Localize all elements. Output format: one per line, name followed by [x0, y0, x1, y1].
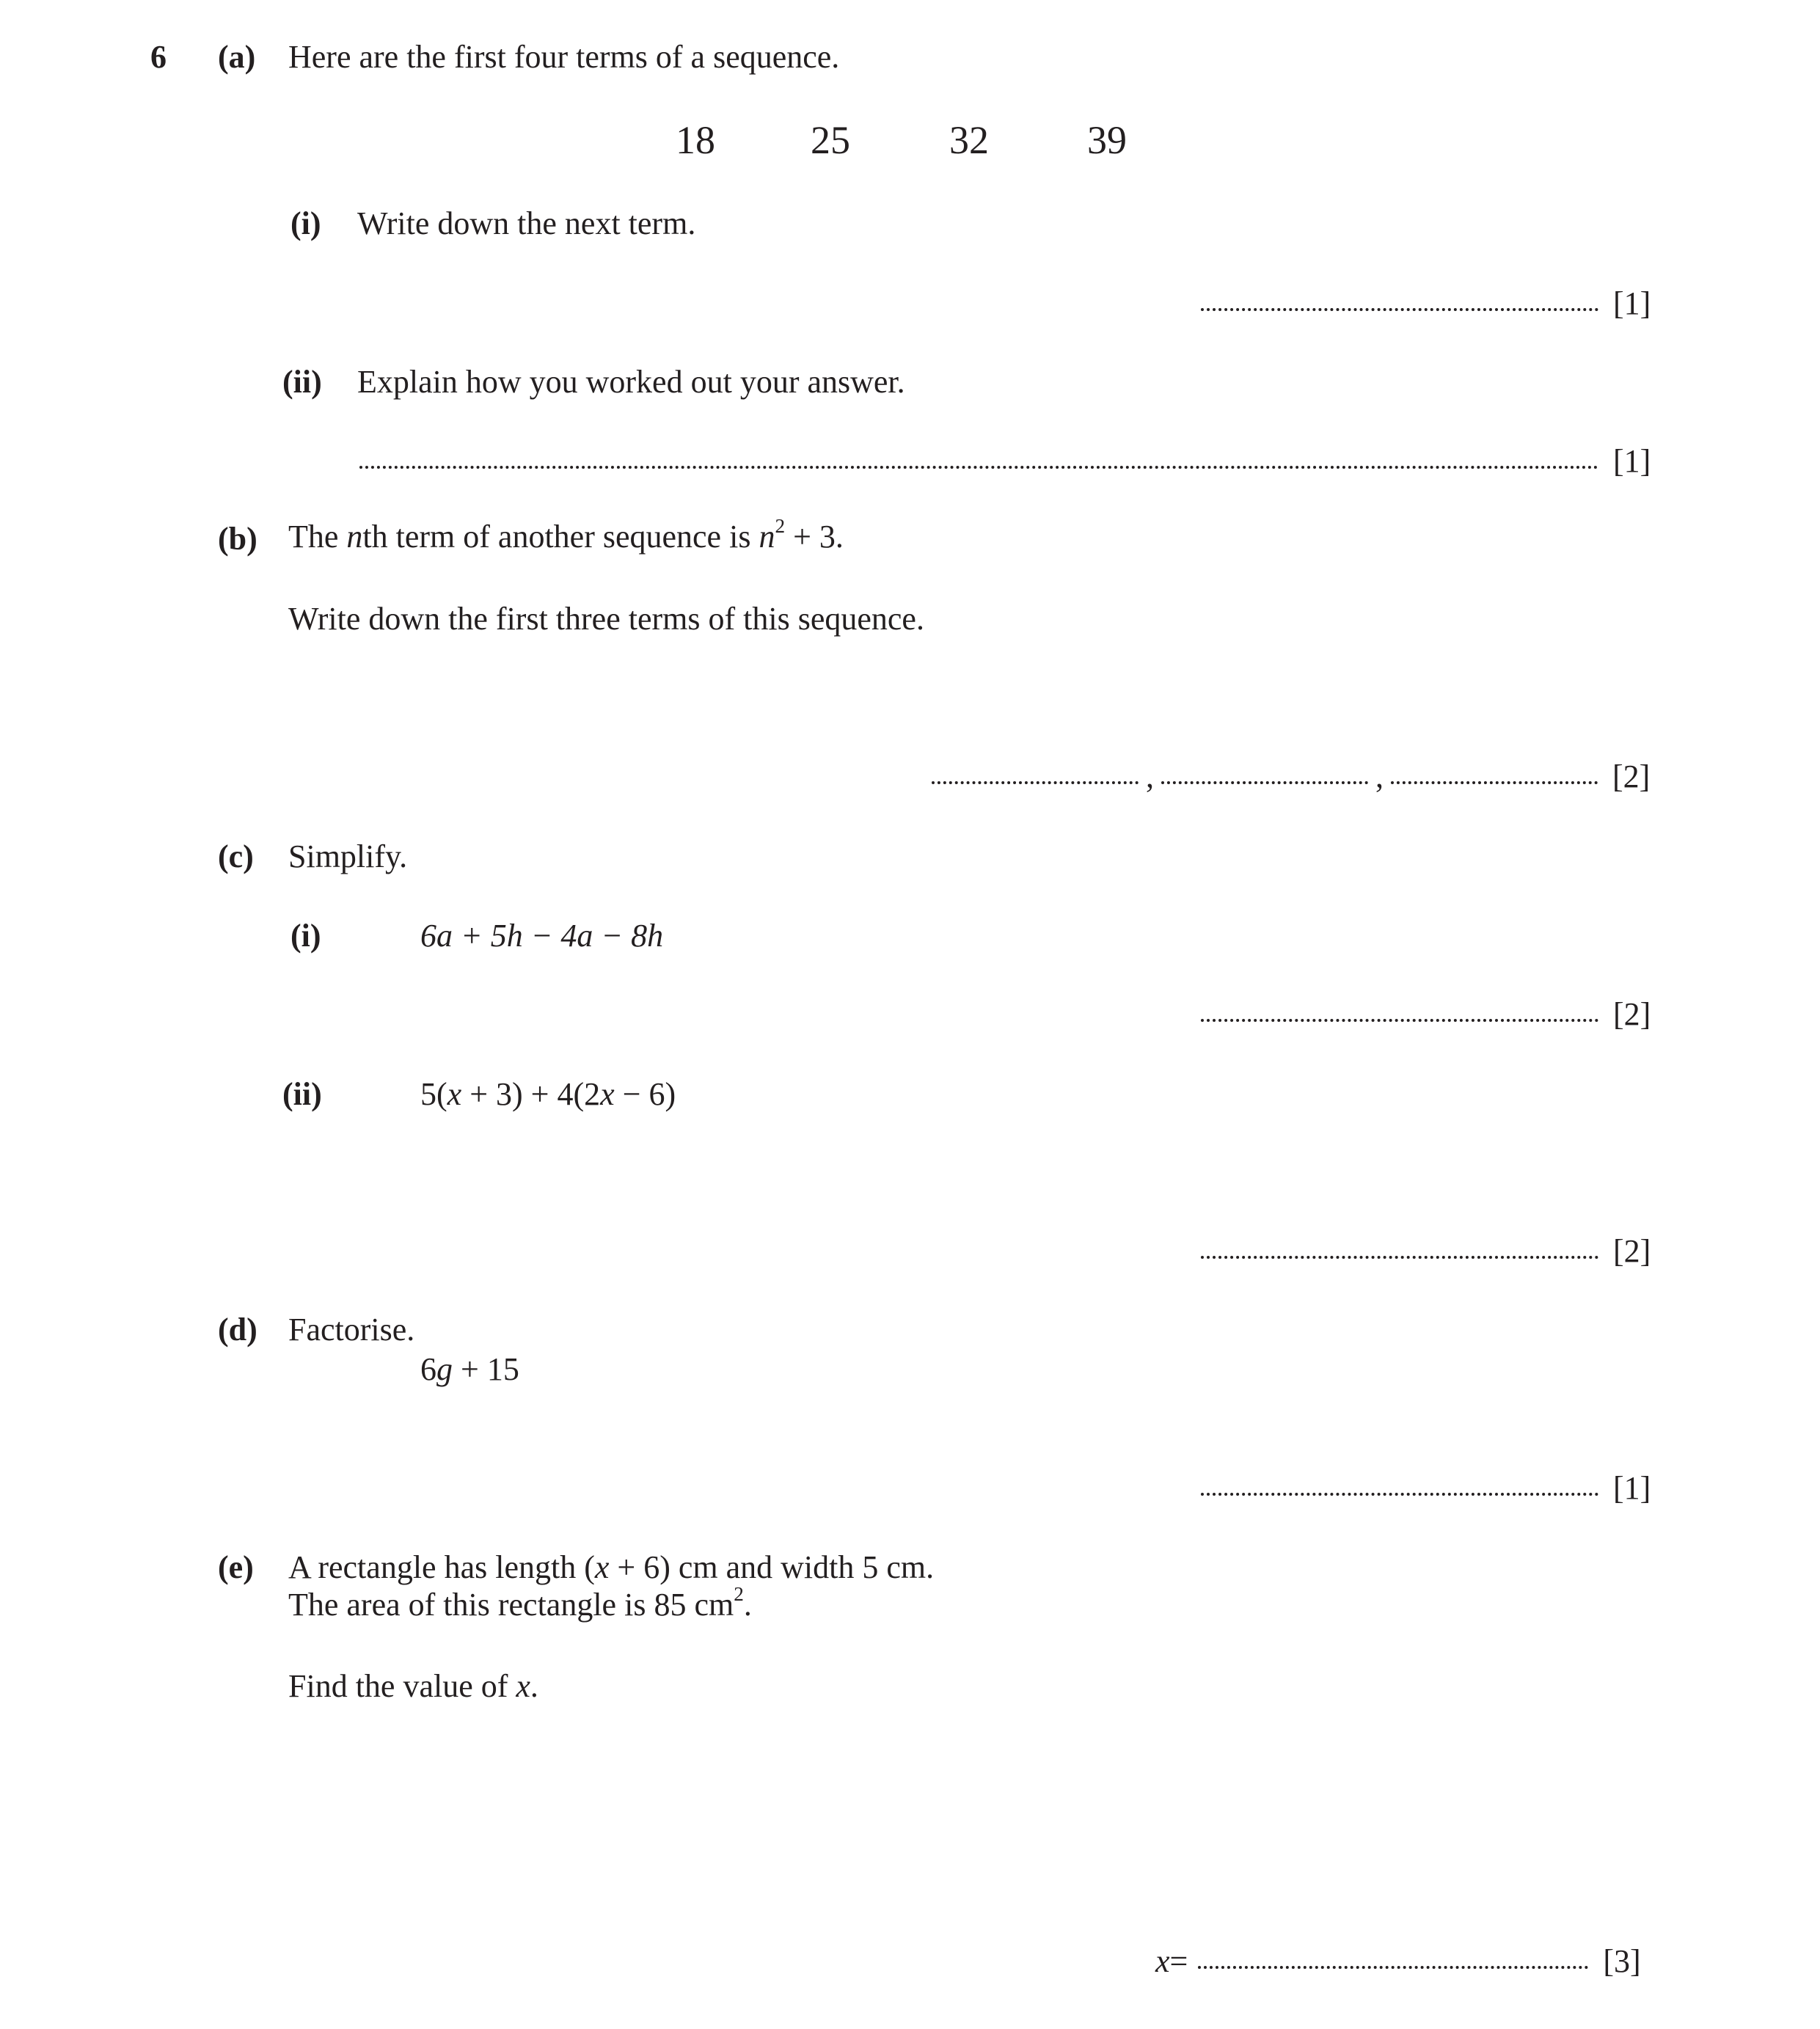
marks-e: [3]: [1603, 1943, 1641, 1979]
part-d-expression: 6g + 15: [420, 1351, 519, 1387]
marks-b: [2]: [1612, 758, 1651, 794]
part-c-i-expression: 6a + 5h − 4a − 8h: [420, 918, 664, 954]
answer-variable-x: x: [1155, 1943, 1170, 1979]
answer-dots[interactable]: [1201, 1493, 1598, 1496]
part-c-label: (c): [218, 838, 254, 874]
answer-line-a-i[interactable]: [1201, 285, 1651, 321]
part-c-ii-label: (ii): [282, 1076, 322, 1112]
part-a-label: (a): [218, 39, 256, 75]
answer-line-c-ii[interactable]: [1201, 1235, 1651, 1268]
variable-n: n: [346, 519, 363, 555]
text-segment: .: [530, 1668, 538, 1704]
part-d-text: Factorise.: [288, 1312, 415, 1348]
variable-x: x: [516, 1668, 530, 1704]
part-b-instruction: Write down the first three terms of this sequence.: [288, 601, 924, 637]
marks-c-i: [2]: [1613, 996, 1651, 1032]
sequence-term-1: 18: [676, 118, 715, 162]
answer-dots-2[interactable]: [1161, 781, 1368, 784]
answer-dots-3[interactable]: [1391, 781, 1598, 784]
text-segment: + 3.: [785, 519, 844, 555]
text-segment: The: [288, 519, 347, 555]
answer-line-e[interactable]: [1155, 1945, 1641, 1978]
answer-line-a-ii[interactable]: [359, 445, 1651, 478]
text-segment: The area of this rectangle is 85 cm: [288, 1587, 734, 1623]
variable-n: n: [759, 519, 775, 555]
comma-separator: ,: [1146, 758, 1154, 794]
answer-dots-1[interactable]: [932, 781, 1139, 784]
answer-line-b[interactable]: [932, 758, 1651, 794]
part-c-text: Simplify.: [288, 838, 408, 874]
part-e-label: (e): [218, 1549, 254, 1585]
answer-dots[interactable]: [1198, 1966, 1588, 1969]
sequence-term-3: 32: [949, 118, 989, 162]
answer-line-c-i[interactable]: [1201, 998, 1651, 1031]
sequence-term-2: 25: [811, 118, 850, 162]
part-a-i-text: Write down the next term.: [357, 205, 696, 241]
part-a-ii-text: Explain how you worked out your answer.: [357, 364, 905, 400]
marks-c-ii: [2]: [1613, 1233, 1651, 1269]
equals-sign: =: [1169, 1943, 1188, 1979]
text-segment: .: [743, 1587, 752, 1623]
part-b-label: (b): [218, 521, 257, 557]
marks-d: [1]: [1613, 1470, 1651, 1506]
sequence-term-4: 39: [1087, 118, 1127, 162]
part-e-line1: A rectangle has length (x + 6) cm and width 5 cm.: [288, 1549, 935, 1585]
part-c-i-label: (i): [290, 918, 321, 954]
part-a-text: Here are the first four terms of a sequence.: [288, 39, 840, 75]
part-d-label: (d): [218, 1312, 257, 1348]
text-segment: th term of another sequence is: [362, 519, 759, 555]
comma-separator: ,: [1375, 758, 1384, 794]
exponent: 2: [775, 515, 786, 538]
part-b-text: [288, 515, 844, 557]
answer-dots[interactable]: [1201, 1019, 1598, 1022]
marks-a-i: [1]: [1613, 285, 1651, 321]
marks-a-ii: [1]: [1613, 443, 1651, 479]
answer-dots[interactable]: [359, 466, 1598, 469]
exponent: 2: [734, 1583, 744, 1606]
part-e-instruction: [288, 1670, 538, 1703]
part-e-line2: [288, 1583, 752, 1625]
answer-dots[interactable]: [1201, 308, 1598, 311]
answer-dots[interactable]: [1201, 1256, 1598, 1259]
part-c-ii-expression: 5(x + 3) + 4(2x − 6): [420, 1076, 676, 1112]
text-segment: Find the value of: [288, 1668, 516, 1704]
part-a-i-label: (i): [290, 205, 321, 241]
answer-line-d[interactable]: [1201, 1472, 1651, 1505]
question-number: 6: [150, 39, 167, 75]
part-a-ii-label: (ii): [282, 364, 322, 400]
